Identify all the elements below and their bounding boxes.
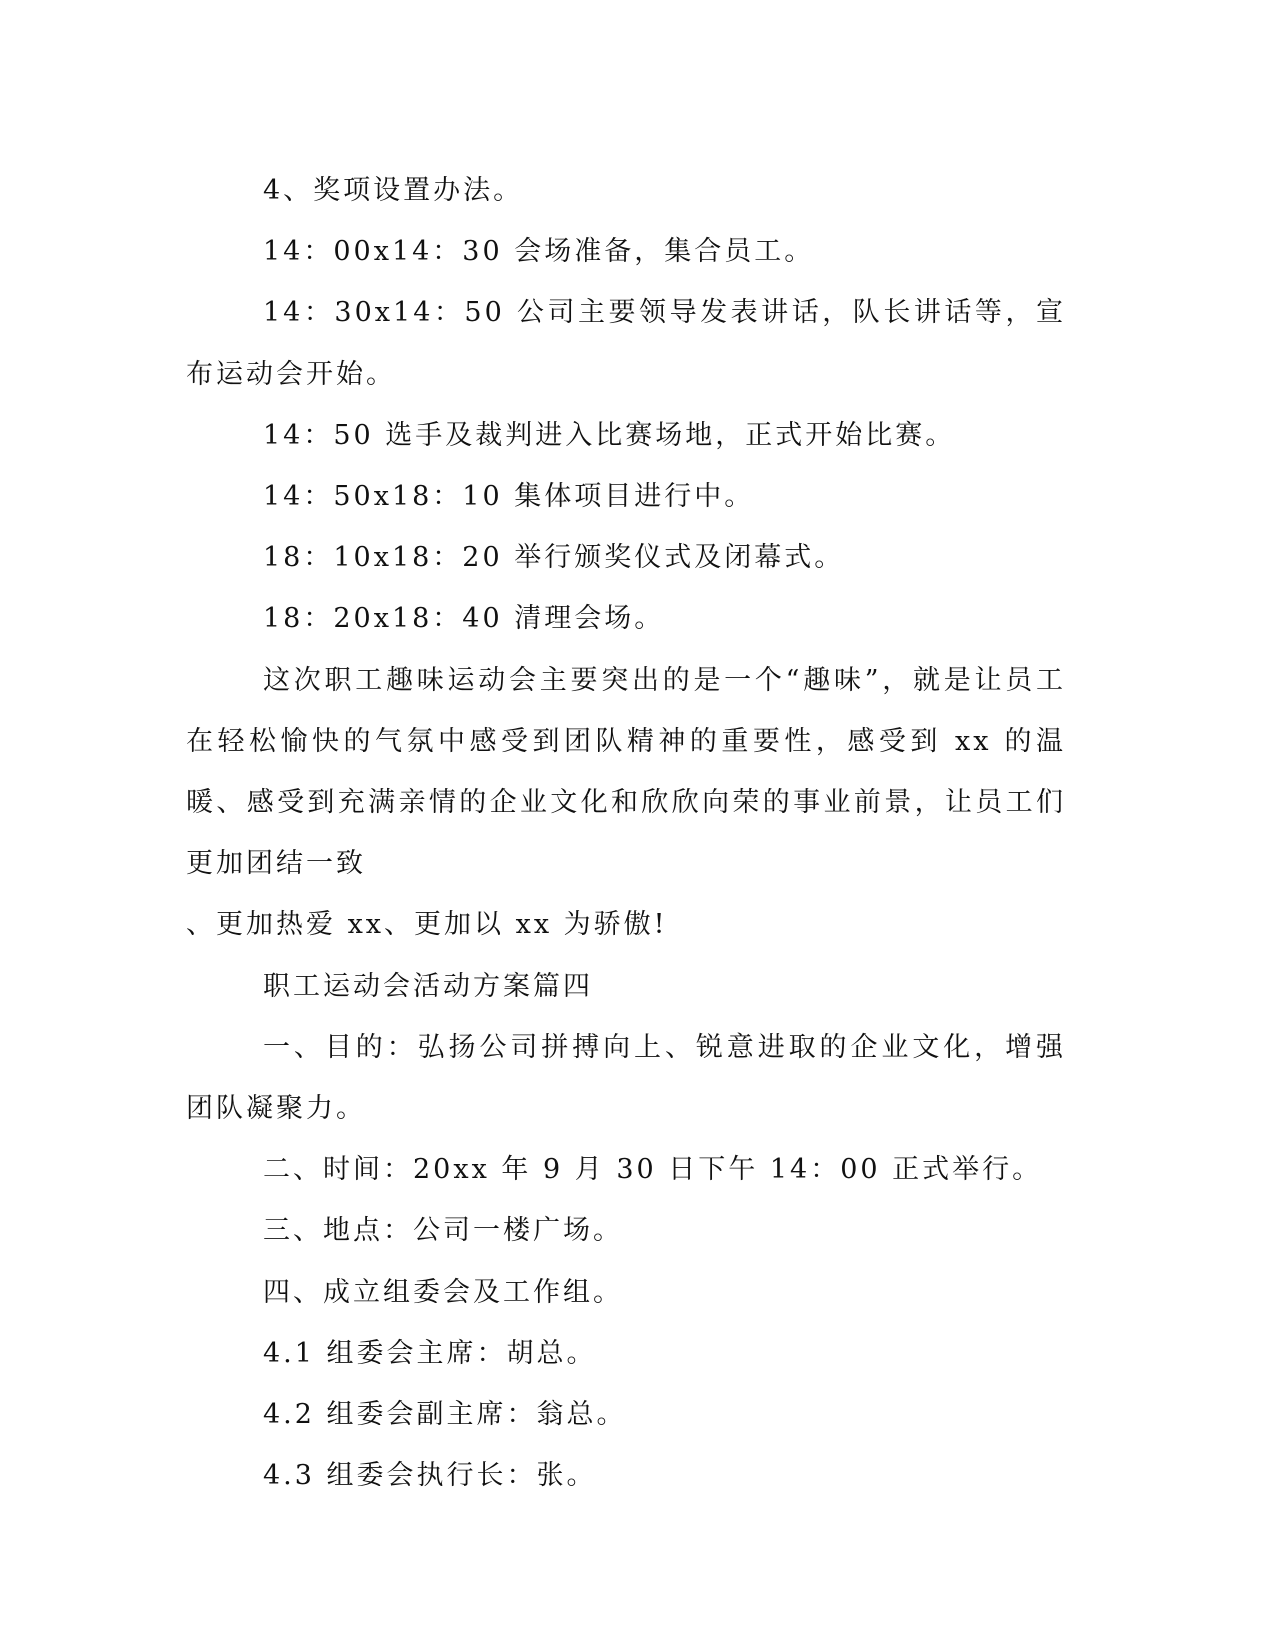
document-body bbox=[186, 160, 1066, 1506]
paragraph-executive: 4.3 组委会执行长：张。 bbox=[263, 1460, 597, 1492]
paragraph-vice-chairman: 4.2 组委会副主席：翁总。 bbox=[263, 1399, 627, 1431]
paragraph-schedule-speech: 14：30x14：50 公司主要领导发表讲话，队长讲话等，宣布运动会开始。 bbox=[186, 297, 1066, 390]
paragraph-schedule-group: 14：50x18：10 集体项目进行中。 bbox=[263, 481, 755, 513]
paragraph-committee: 四、成立组委会及工作组。 bbox=[263, 1276, 623, 1308]
paragraph-award-method: 4、奖项设置办法。 bbox=[263, 175, 524, 206]
paragraph-schedule-cleanup: 18：20x18：40 清理会场。 bbox=[263, 603, 665, 635]
paragraph-chairman: 4.1 组委会主席：胡总。 bbox=[263, 1337, 597, 1369]
paragraph-schedule-start: 14：50 选手及裁判进入比赛场地，正式开始比赛。 bbox=[263, 419, 956, 451]
paragraph-schedule-prep: 14：00x14：30 会场准备，集合员工。 bbox=[263, 236, 815, 268]
section-heading-part-four: 职工运动会活动方案篇四 bbox=[263, 970, 593, 1002]
paragraph-schedule-award: 18：10x18：20 举行颁奖仪式及闭幕式。 bbox=[263, 542, 845, 574]
paragraph-purpose: 一、目的：弘扬公司拼搏向上、锐意进取的企业文化，增强团队凝聚力。 bbox=[186, 1031, 1066, 1125]
paragraph-summary-tail: 、更加热爱 xx、更加以 xx 为骄傲! bbox=[186, 909, 668, 941]
paragraph-location: 三、地点：公司一楼广场。 bbox=[263, 1215, 623, 1247]
paragraph-summary: 这次职工趣味运动会主要突出的是一个“趣味”，就是让员工在轻松愉快的气氛中感受到团队精神的重要性，感受到 xx 的温暖、感受到充满亲情的企业文化和欣欣向荣的事业前景，让员工们更加团结一致 bbox=[186, 664, 1066, 880]
paragraph-time: 二、时间：20xx 年 9 月 30 日下午 14：00 正式举行。 bbox=[263, 1154, 1043, 1186]
